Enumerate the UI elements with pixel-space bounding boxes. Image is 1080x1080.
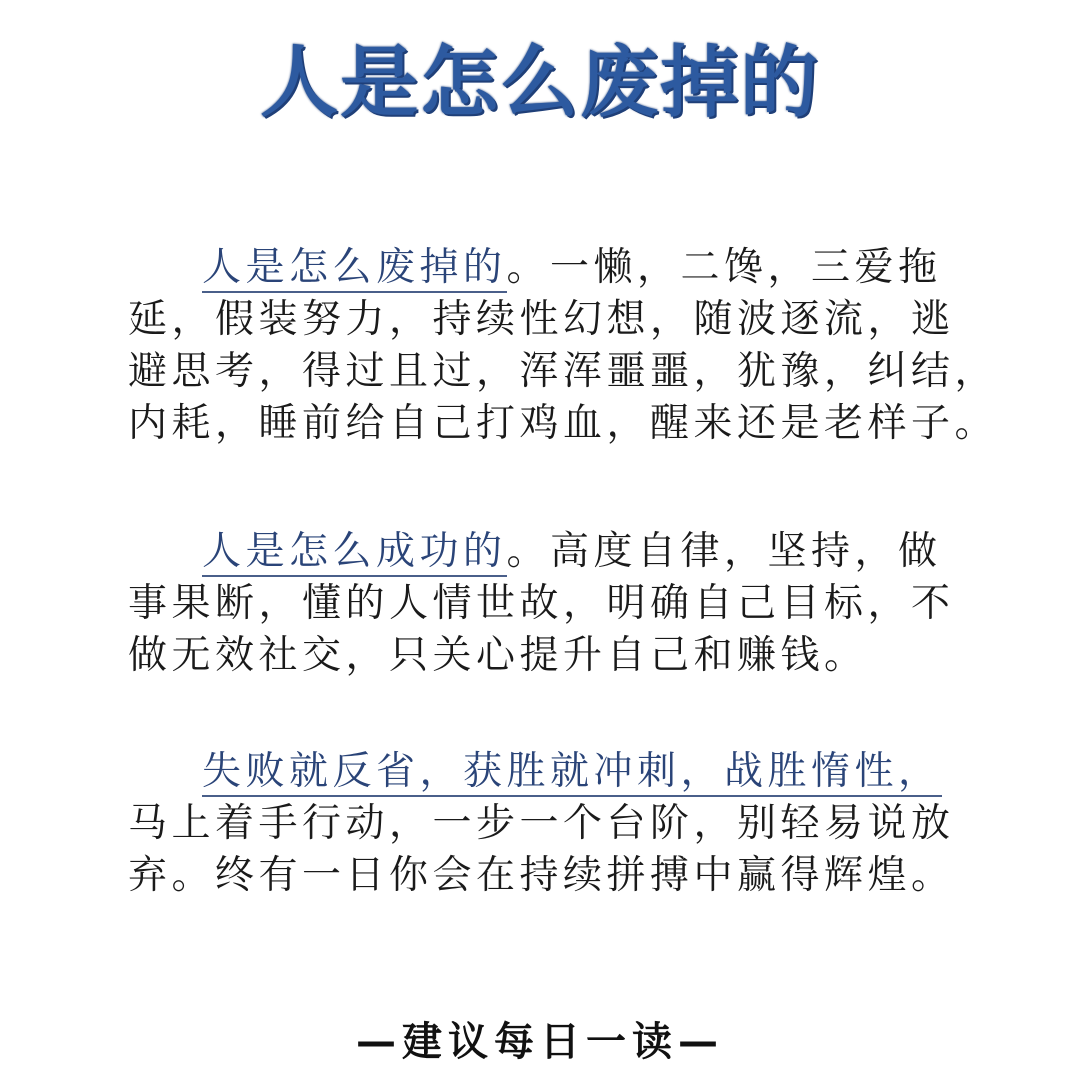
paragraph-line bbox=[128, 242, 978, 294]
highlighted-phrase: 人是怎么成功的 bbox=[202, 529, 507, 577]
highlighted-phrase: 失败就反省，获胜就冲刺，战胜惰性， bbox=[202, 749, 942, 797]
highlighted-phrase: 人是怎么废掉的 bbox=[202, 245, 507, 293]
paragraph-line: 做无效社交，只关心提升自己和赚钱。 bbox=[128, 633, 868, 678]
paragraph-success bbox=[128, 526, 978, 682]
page-title: 人是怎么废掉的 bbox=[259, 38, 820, 128]
paragraph-line: 弃。终有一日你会在持续拼搏中赢得辉煌。 bbox=[128, 853, 955, 898]
paragraph-line: 事果断，懂的人情世故，明确自己目标，不 bbox=[128, 581, 955, 626]
line-text: 。高度自律，坚持，做 bbox=[506, 529, 942, 574]
paragraph-line bbox=[128, 746, 978, 798]
paragraph-line: 避思考，得过且过，浑浑噩噩，犹豫，纠结， bbox=[128, 349, 999, 394]
paragraph-action bbox=[128, 746, 978, 902]
paragraph-line: 内耗，睡前给自己打鸡血，醒来还是老样子。 bbox=[128, 401, 999, 446]
footer-note: —建议每日一读— bbox=[356, 1019, 724, 1065]
paragraph-wasted bbox=[128, 242, 999, 450]
paragraph-line bbox=[128, 526, 978, 578]
paragraph-line: 马上着手行动，一步一个台阶，别轻易说放 bbox=[128, 801, 955, 846]
paragraph-line: 延，假装努力，持续性幻想，随波逐流，逃 bbox=[128, 297, 955, 342]
line-text: 。一懒，二馋，三爱拖 bbox=[506, 245, 942, 290]
